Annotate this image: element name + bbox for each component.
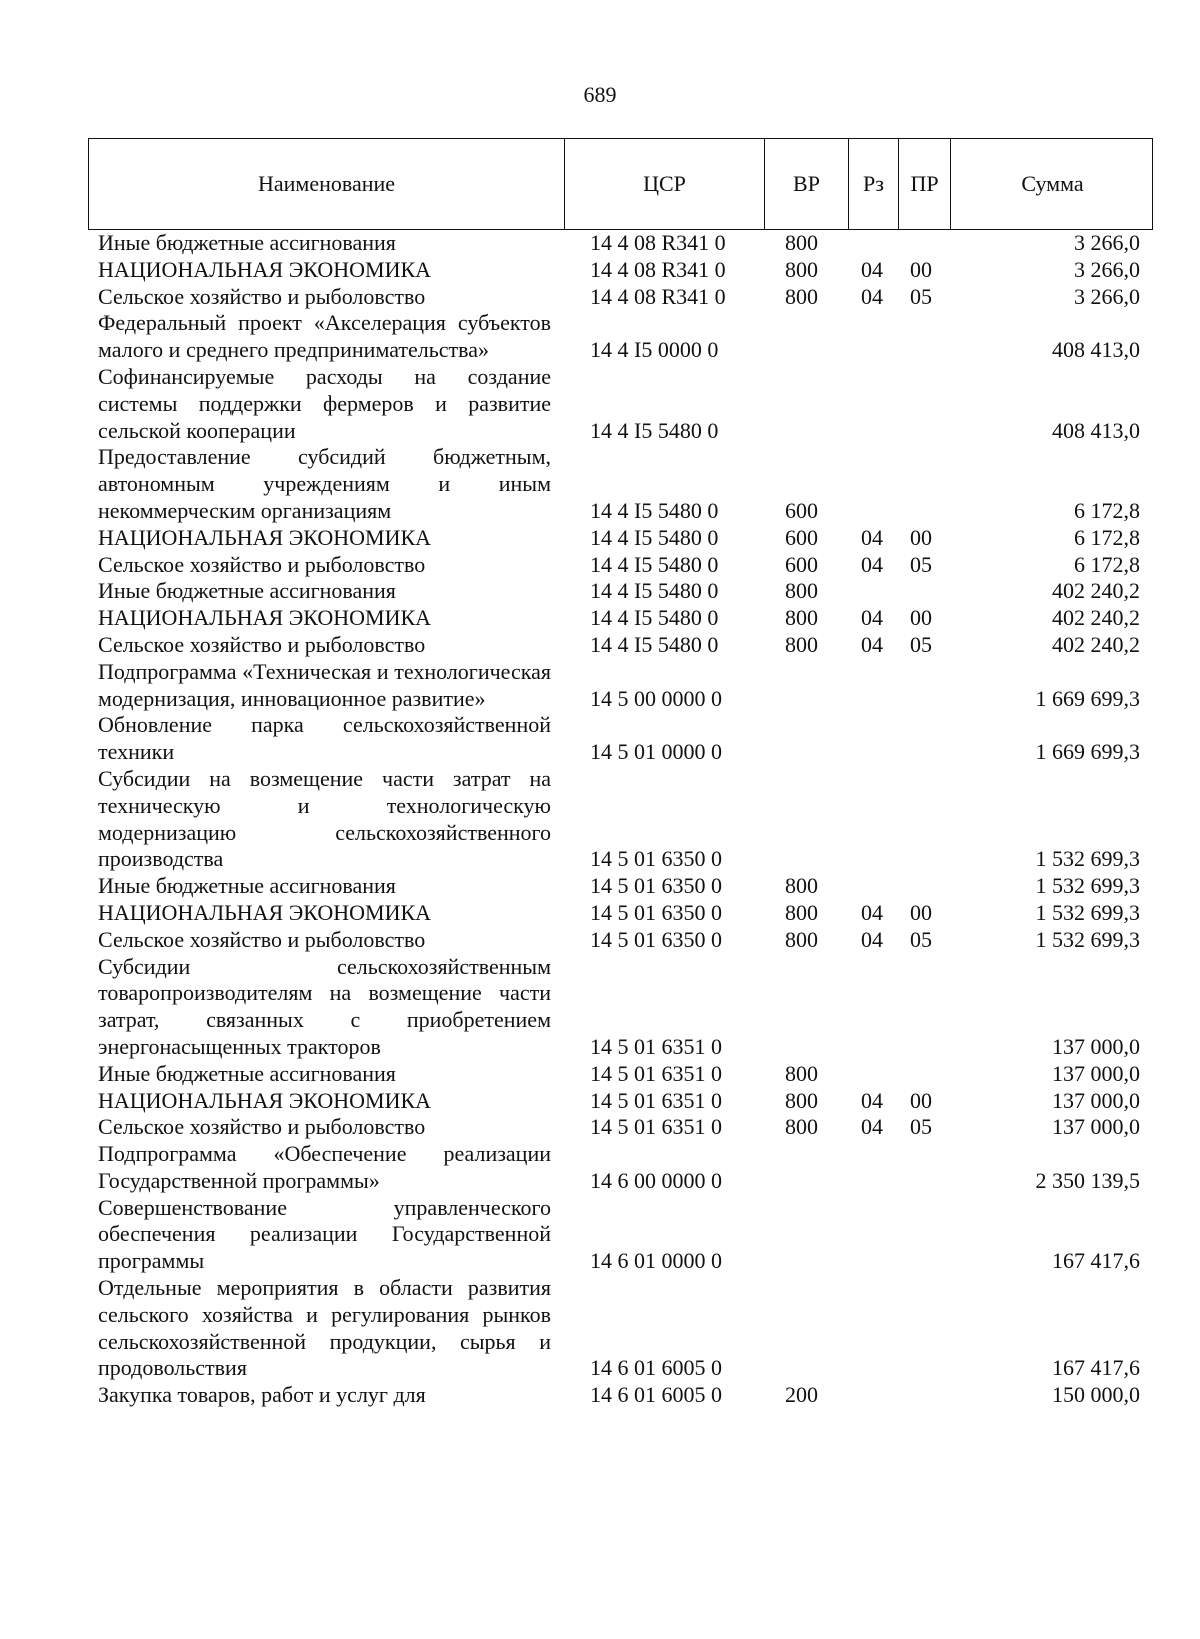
- row-name: Софинансируемые расходы на создание системы поддержки фермеров и развитие сельской кооперации: [98, 363, 551, 443]
- row-sum: 137 000,0: [1052, 1060, 1140, 1086]
- row-rz: 04: [861, 283, 883, 309]
- table-row: [88, 927, 1153, 954]
- header-vr: ВР: [764, 139, 848, 229]
- row-name: Субсидии сельскохозяйственным товаропроизводителям на возмещение части затрат, связанных с приобретением энергонасыщенных тракторов: [98, 953, 551, 1059]
- row-name: Предоставление субсидий бюджетным, автономным учреждениям и иным некоммерческим организациям: [98, 444, 551, 523]
- row-csr: 14 4 I5 5480 0: [590, 578, 719, 604]
- row-name: Подпрограмма «Техническая и технологическая модернизация, инновационное развитие»: [98, 658, 551, 711]
- row-sum: 402 240,2: [1052, 578, 1140, 604]
- row-sum: 6 172,8: [1074, 524, 1140, 550]
- row-pr: 00: [910, 256, 932, 282]
- row-csr: 14 5 00 0000 0: [590, 685, 722, 711]
- row-name: Сельское хозяйство и рыболовство: [98, 926, 426, 952]
- row-name: Иные бюджетные ассигнования: [98, 578, 396, 604]
- row-pr: 00: [910, 524, 932, 550]
- table-row: [88, 632, 1153, 659]
- row-csr: 14 4 I5 5480 0: [590, 497, 719, 523]
- row-csr: 14 6 01 6005 0: [590, 1382, 722, 1408]
- row-sum: 3 266,0: [1074, 283, 1140, 309]
- table-row: [88, 525, 1153, 552]
- row-rz: 04: [861, 256, 883, 282]
- row-rz: 04: [861, 1087, 883, 1113]
- table-row: [88, 230, 1153, 257]
- table-row: [88, 766, 1153, 873]
- row-csr: 14 5 01 6351 0: [590, 1114, 722, 1140]
- row-csr: 14 5 01 6350 0: [590, 873, 722, 899]
- row-name: НАЦИОНАЛЬНАЯ ЭКОНОМИКА: [98, 524, 432, 550]
- row-name: Совершенствование управленческого обеспечения реализации Государственной программы: [98, 1194, 551, 1274]
- row-sum: 137 000,0: [1052, 1114, 1140, 1140]
- row-name: Федеральный проект «Акселерация субъектов малого и среднего предпринимательства»: [98, 310, 551, 363]
- row-sum: 3 266,0: [1074, 230, 1140, 255]
- row-sum: 402 240,2: [1052, 631, 1140, 657]
- row-csr: 14 4 I5 5480 0: [590, 631, 719, 657]
- row-vr: 800: [785, 1114, 818, 1140]
- row-csr: 14 4 I5 5480 0: [590, 605, 719, 631]
- row-rz: 04: [861, 524, 883, 550]
- row-sum: 408 413,0: [1052, 417, 1140, 443]
- row-vr: 800: [785, 631, 818, 657]
- row-rz: 04: [861, 551, 883, 577]
- row-sum: 408 413,0: [1052, 337, 1140, 363]
- row-csr: 14 4 08 R341 0: [590, 256, 726, 282]
- row-csr: 14 5 01 6350 0: [590, 926, 722, 952]
- row-sum: 1 669 699,3: [1035, 685, 1140, 711]
- table-row: [88, 578, 1153, 605]
- row-csr: 14 4 I5 5480 0: [590, 551, 719, 577]
- table-row: [88, 1061, 1153, 1088]
- row-vr: 800: [785, 873, 818, 899]
- row-name: НАЦИОНАЛЬНАЯ ЭКОНОМИКА: [98, 1087, 432, 1113]
- row-csr: 14 4 08 R341 0: [590, 230, 726, 255]
- row-name: Сельское хозяйство и рыболовство: [98, 1114, 426, 1140]
- row-name: Закупка товаров, работ и услуг для: [98, 1382, 426, 1408]
- row-vr: 800: [785, 283, 818, 309]
- table-row: [88, 1275, 1153, 1382]
- row-csr: 14 4 I5 5480 0: [590, 417, 719, 443]
- table-row: [88, 1114, 1153, 1141]
- table-row: [88, 284, 1153, 311]
- row-rz: 04: [861, 631, 883, 657]
- header-name: Наименование: [257, 171, 396, 196]
- table-row: [88, 954, 1153, 1061]
- row-rz: 04: [861, 1114, 883, 1140]
- row-sum: 167 417,6: [1052, 1248, 1140, 1274]
- table-row: [88, 310, 1153, 364]
- row-csr: 14 5 01 6351 0: [590, 1033, 722, 1059]
- table-row: [88, 552, 1153, 579]
- row-name: Отдельные мероприятия в области развития сельского хозяйства и регулирования рынков сельскохозяйственной продукции, сырья и продовольствия: [98, 1275, 551, 1381]
- row-name: Обновление парка сельскохозяйственной техники: [98, 712, 551, 765]
- row-pr: 05: [910, 551, 932, 577]
- row-pr: 05: [910, 283, 932, 309]
- table-row: [88, 444, 1153, 524]
- row-sum: 137 000,0: [1052, 1033, 1140, 1059]
- row-csr: 14 6 01 6005 0: [590, 1355, 722, 1381]
- row-csr: 14 4 I5 0000 0: [590, 337, 719, 363]
- table-row: [88, 659, 1153, 713]
- table-row: [88, 1088, 1153, 1115]
- header-pr: ПР: [898, 139, 950, 229]
- table-row: [88, 257, 1153, 284]
- row-csr: 14 6 01 0000 0: [590, 1248, 722, 1274]
- row-pr: 00: [910, 899, 932, 925]
- row-name: Иные бюджетные ассигнования: [98, 230, 396, 255]
- row-vr: 600: [785, 524, 818, 550]
- row-rz: 04: [861, 926, 883, 952]
- header-rz: Рз: [848, 139, 898, 229]
- row-pr: 05: [910, 631, 932, 657]
- row-name: Сельское хозяйство и рыболовство: [98, 631, 426, 657]
- row-sum: 6 172,8: [1074, 551, 1140, 577]
- row-name: Сельское хозяйство и рыболовство: [98, 551, 426, 577]
- row-vr: 800: [785, 230, 818, 255]
- row-rz: 04: [861, 899, 883, 925]
- row-vr: 800: [785, 899, 818, 925]
- row-name: Субсидии на возмещение части затрат на техническую и технологическую модернизацию сельскохозяйственного производства: [98, 765, 551, 872]
- row-csr: 14 5 01 6350 0: [590, 899, 722, 925]
- row-sum: 402 240,2: [1052, 605, 1140, 631]
- table-row: [88, 1382, 1153, 1409]
- row-pr: 05: [910, 926, 932, 952]
- row-rz: 04: [861, 605, 883, 631]
- row-pr: 00: [910, 605, 932, 631]
- row-csr: 14 6 00 0000 0: [590, 1167, 722, 1193]
- row-vr: 800: [785, 256, 818, 282]
- row-csr: 14 4 I5 5480 0: [590, 524, 719, 550]
- row-name: Иные бюджетные ассигнования: [98, 873, 396, 899]
- header-sum: Сумма: [950, 139, 1154, 229]
- row-name: НАЦИОНАЛЬНАЯ ЭКОНОМИКА: [98, 256, 432, 282]
- row-pr: 00: [910, 1087, 932, 1113]
- header-csr: ЦСР: [564, 139, 764, 229]
- table-row: [88, 712, 1153, 766]
- row-csr: 14 5 01 6351 0: [590, 1087, 722, 1113]
- table-row: [88, 605, 1153, 632]
- row-sum: 2 350 139,5: [1035, 1167, 1140, 1193]
- row-sum: 167 417,6: [1052, 1355, 1140, 1381]
- table-header: [88, 138, 1153, 230]
- row-sum: 1 532 699,3: [1035, 873, 1140, 899]
- row-name: Подпрограмма «Обеспечение реализации Государственной программы»: [98, 1141, 551, 1193]
- row-sum: 137 000,0: [1052, 1087, 1140, 1113]
- row-vr: 800: [785, 1087, 818, 1113]
- row-vr: 800: [785, 578, 818, 604]
- row-vr: 800: [785, 605, 818, 631]
- row-vr: 600: [785, 497, 818, 523]
- row-csr: 14 5 01 6350 0: [590, 846, 722, 872]
- row-vr: 200: [785, 1382, 818, 1408]
- row-name: Иные бюджетные ассигнования: [98, 1060, 396, 1086]
- row-sum: 6 172,8: [1074, 497, 1140, 523]
- table-row: [88, 364, 1153, 444]
- page-number: 689: [583, 82, 617, 107]
- row-sum: 1 532 699,3: [1035, 926, 1140, 952]
- row-sum: 1 532 699,3: [1035, 846, 1140, 872]
- row-pr: 05: [910, 1114, 932, 1140]
- row-sum: 150 000,0: [1052, 1382, 1140, 1408]
- row-vr: 800: [785, 926, 818, 952]
- row-sum: 3 266,0: [1074, 256, 1140, 282]
- row-name: Сельское хозяйство и рыболовство: [98, 283, 426, 309]
- table-row: [88, 873, 1153, 900]
- row-csr: 14 5 01 6351 0: [590, 1060, 722, 1086]
- table-row: [88, 900, 1153, 927]
- row-csr: 14 5 01 0000 0: [590, 739, 722, 765]
- row-name: НАЦИОНАЛЬНАЯ ЭКОНОМИКА: [98, 605, 432, 631]
- row-vr: 800: [785, 1060, 818, 1086]
- row-csr: 14 4 08 R341 0: [590, 283, 726, 309]
- table-row: [88, 1195, 1153, 1275]
- row-sum: 1 669 699,3: [1035, 739, 1140, 765]
- row-sum: 1 532 699,3: [1035, 899, 1140, 925]
- row-vr: 600: [785, 551, 818, 577]
- row-name: НАЦИОНАЛЬНАЯ ЭКОНОМИКА: [98, 899, 432, 925]
- budget-table-body: [88, 230, 1153, 1409]
- table-row: [88, 1141, 1153, 1195]
